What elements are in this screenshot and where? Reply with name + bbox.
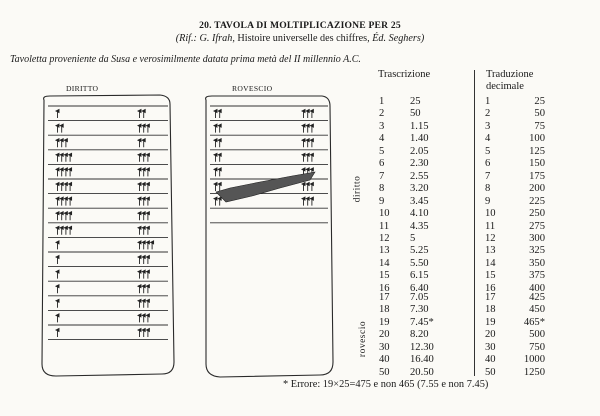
row-multiplier: 13 [379,245,390,257]
row-multiplier-decimal: 8 [485,183,491,195]
cuneiform-sign [146,212,149,221]
cuneiform-sign [142,197,145,206]
cuneiform-sign [310,197,313,206]
cuneiform-sign [69,226,72,235]
row-multiplier-decimal: 30 [485,341,496,353]
cuneiform-sign [214,124,217,133]
row-multiplier-decimal: 40 [485,354,496,366]
row-decimal-value: 275 [529,220,545,232]
row-decimal-value: 25 [534,96,545,107]
row-transcription: 7.05 [410,292,429,303]
row-multiplier: 40 [379,354,390,366]
row-transcription: 1.15 [410,120,429,132]
tablet-front-label: DIRITTO [66,84,99,93]
row-decimal-value: 450 [529,304,545,316]
row-transcription: 12.30 [410,341,434,353]
row-transcription: 20.50 [410,366,434,378]
cuneiform-sign [310,124,313,133]
cuneiform-sign [69,212,72,221]
cuneiform-sign [56,110,59,119]
row-transcription: 6.15 [410,270,429,282]
cuneiform-sign [69,183,72,192]
cuneiform-sign [138,183,141,192]
row-multiplier: 19 [379,316,390,328]
cuneiform-sign [218,197,221,206]
cuneiform-sign [302,197,305,206]
row-decimal-value: 465* [523,316,545,328]
row-transcription: 16.40 [410,354,434,366]
cuneiform-sign [64,168,67,177]
row-transcription: 3.45 [410,195,429,207]
cuneiform-sign [64,226,67,235]
row-multiplier: 7 [379,170,385,182]
cuneiform-sign [56,226,59,235]
cuneiform-sign [138,329,141,338]
tablet-back-outline [206,96,333,377]
cuneiform-sign [138,285,141,294]
row-decimal-value: 350 [529,257,545,269]
cuneiform-sign [306,197,309,206]
cuneiform-sign [60,124,63,133]
cuneiform-sign [142,256,145,265]
row-multiplier: 18 [379,304,390,316]
cuneiform-sign [138,110,141,119]
cuneiform-sign [142,241,145,250]
cuneiform-sign [146,197,149,206]
row-multiplier: 12 [379,232,390,244]
cuneiform-sign [142,314,145,323]
cuneiform-sign [142,124,145,133]
row-multiplier-decimal: 19 [485,316,496,328]
cuneiform-sign [218,153,221,162]
cuneiform-sign [146,299,149,308]
row-multiplier-decimal: 14 [485,257,496,269]
column-divider [474,70,475,376]
cuneiform-sign [142,329,145,338]
row-decimal-value: 375 [529,270,545,282]
row-transcription: 7.45* [410,316,434,328]
cuneiform-sign [138,153,141,162]
cuneiform-sign [60,168,63,177]
header-transcription: Trascrizione [378,69,431,80]
cuneiform-sign [218,110,221,119]
cuneiform-sign [56,153,59,162]
page-title: 20. TAVOLA DI MOLTIPLICAZIONE PER 25 [199,20,401,31]
cuneiform-sign [56,197,59,206]
row-decimal-value: 100 [529,133,545,145]
row-transcription: 25 [410,96,421,107]
cuneiform-sign [60,183,63,192]
row-multiplier-decimal: 12 [485,232,496,244]
row-multiplier-decimal: 3 [485,120,491,132]
row-multiplier: 15 [379,270,390,282]
cuneiform-sign [306,124,309,133]
cuneiform-sign [218,168,221,177]
row-decimal-value: 750 [529,341,545,353]
cuneiform-sign [142,139,145,148]
cuneiform-sign [56,314,59,323]
cuneiform-sign [60,197,63,206]
row-decimal-value: 225 [529,195,545,207]
cuneiform-sign [146,314,149,323]
cuneiform-sign [214,197,217,206]
reference-prefix: (Rif.: G. Ifrah, [175,33,238,44]
cuneiform-sign [146,153,149,162]
row-transcription: 7.30 [410,304,429,316]
row-multiplier: 10 [379,208,390,220]
row-multiplier: 14 [379,257,390,269]
cuneiform-tablet-drawing [30,92,335,382]
cuneiform-sign [56,285,59,294]
cuneiform-sign [142,285,145,294]
cuneiform-sign [302,110,305,119]
reference-book: Histoire universelle des chiffres [237,33,368,44]
cuneiform-sign [146,168,149,177]
cuneiform-sign [218,183,221,192]
cuneiform-sign [142,153,145,162]
cuneiform-sign [138,270,141,279]
row-multiplier: 11 [379,220,390,232]
reference-line [0,33,600,44]
row-multiplier: 5 [379,145,385,157]
row-decimal-value: 300 [529,232,545,244]
tablet-front-outline [42,95,174,376]
cuneiform-sign [142,226,145,235]
cuneiform-sign [218,139,221,148]
row-multiplier: 3 [379,120,385,132]
cuneiform-sign [56,241,59,250]
row-decimal-value: 1250 [523,366,545,378]
cuneiform-sign [142,183,145,192]
row-multiplier: 50 [379,366,390,378]
header-translation-2: decimale [486,81,524,92]
row-transcription: 8.20 [410,329,429,341]
reference-suffix: , Éd. Seghers) [367,33,425,44]
row-transcription: 3.20 [410,183,429,195]
cuneiform-sign [146,256,149,265]
row-multiplier: 20 [379,329,390,341]
row-decimal-value: 1000 [523,354,545,366]
cuneiform-sign [142,270,145,279]
cuneiform-sign [306,183,309,192]
row-transcription: 2.55 [410,170,429,182]
cuneiform-sign [56,124,59,133]
cuneiform-sign [138,256,141,265]
cuneiform-sign [138,314,141,323]
row-decimal-value: 125 [529,145,545,157]
row-transcription: 50 [410,108,421,120]
cuneiform-sign [214,168,217,177]
cuneiform-sign [306,139,309,148]
cuneiform-sign [142,299,145,308]
row-decimal-value: 200 [529,183,545,195]
cuneiform-sign [60,153,63,162]
cuneiform-sign [64,183,67,192]
row-multiplier: 9 [379,195,385,207]
row-transcription: 4.10 [410,208,429,220]
row-decimal-value: 250 [529,208,545,220]
cuneiform-sign [146,329,149,338]
row-multiplier-decimal: 4 [485,133,491,145]
row-multiplier-decimal: 50 [485,366,496,378]
cuneiform-sign [306,153,309,162]
row-decimal-value: 500 [529,329,545,341]
row-decimal-value: 400 [529,282,545,294]
row-decimal-value: 150 [529,158,545,170]
row-multiplier: 1 [379,96,385,107]
row-decimal-value: 75 [534,120,545,132]
row-multiplier-decimal: 11 [485,220,496,232]
row-decimal-value: 50 [534,108,545,120]
header-translation-1: Traduzione [486,69,534,80]
cuneiform-sign [56,299,59,308]
cuneiform-sign [306,110,309,119]
row-multiplier-decimal: 16 [485,282,496,294]
cuneiform-sign [56,256,59,265]
cuneiform-sign [146,124,149,133]
cuneiform-sign [138,168,141,177]
cuneiform-sign [60,226,63,235]
row-transcription: 4.35 [410,220,429,232]
row-multiplier-decimal: 5 [485,145,491,157]
row-multiplier: 4 [379,133,385,145]
cuneiform-sign [302,124,305,133]
cuneiform-sign [138,139,141,148]
row-multiplier-decimal: 9 [485,195,491,207]
row-transcription: 6.40 [410,282,429,294]
row-transcription: 2.30 [410,158,429,170]
cuneiform-sign [56,168,59,177]
row-multiplier-decimal: 1 [485,96,491,107]
cuneiform-sign [138,212,141,221]
cuneiform-sign [56,329,59,338]
cuneiform-sign [146,285,149,294]
footnote: * Errore: 19×25=475 e non 465 (7.55 e non 7.45) [283,379,489,390]
row-multiplier-decimal: 17 [485,292,496,303]
cuneiform-sign [64,212,67,221]
cuneiform-sign [142,168,145,177]
row-multiplier: 17 [379,292,390,303]
cuneiform-sign [56,270,59,279]
cuneiform-sign [302,153,305,162]
cuneiform-sign [146,183,149,192]
row-multiplier-decimal: 7 [485,170,491,182]
cuneiform-sign [142,110,145,119]
cuneiform-sign [302,183,305,192]
row-multiplier-decimal: 2 [485,108,491,120]
row-transcription: 1.40 [410,133,429,145]
cuneiform-sign [146,270,149,279]
cuneiform-sign [56,139,59,148]
cuneiform-sign [310,153,313,162]
cuneiform-sign [64,139,67,148]
cuneiform-sign [218,124,221,133]
row-multiplier: 30 [379,341,390,353]
cuneiform-sign [138,241,141,250]
cuneiform-sign [310,183,313,192]
cuneiform-sign [64,153,67,162]
cuneiform-sign [69,168,72,177]
row-decimal-value: 175 [529,170,545,182]
cuneiform-sign [138,124,141,133]
cuneiform-sign [214,153,217,162]
tablet-damage [216,172,315,202]
row-transcription: 5 [410,232,416,244]
row-multiplier-decimal: 13 [485,245,496,257]
cuneiform-sign [56,183,59,192]
row-decimal-value: 425 [529,292,545,303]
row-multiplier-decimal: 6 [485,158,491,170]
row-multiplier-decimal: 18 [485,304,496,316]
cuneiform-sign [310,139,313,148]
row-multiplier: 16 [379,282,390,294]
cuneiform-sign [64,197,67,206]
cuneiform-sign [138,197,141,206]
row-transcription: 5.50 [410,257,429,269]
cuneiform-sign [151,241,154,250]
row-multiplier-decimal: 20 [485,329,496,341]
row-multiplier-decimal: 15 [485,270,496,282]
tablet-description: Tavoletta proveniente da Susa e verosimilmente datata prima metà del II millennio A.C. [10,54,361,65]
cuneiform-sign [146,226,149,235]
section-label-diritto: diritto [352,175,363,203]
cuneiform-sign [214,139,217,148]
cuneiform-sign [56,212,59,221]
cuneiform-sign [214,183,217,192]
tablet-back-label: ROVESCIO [232,84,273,93]
row-multiplier: 6 [379,158,385,170]
cuneiform-sign [69,153,72,162]
cuneiform-sign [69,197,72,206]
section-label-rovescio: rovescio [358,320,369,358]
cuneiform-sign [138,226,141,235]
row-transcription: 5.25 [410,245,429,257]
row-decimal-value: 325 [529,245,545,257]
cuneiform-sign [146,241,149,250]
row-multiplier: 8 [379,183,385,195]
row-transcription: 2.05 [410,145,429,157]
row-multiplier-decimal: 10 [485,208,496,220]
row-multiplier: 2 [379,108,385,120]
cuneiform-sign [214,110,217,119]
cuneiform-sign [302,139,305,148]
cuneiform-sign [142,212,145,221]
cuneiform-sign [138,299,141,308]
cuneiform-sign [310,110,313,119]
cuneiform-sign [60,139,63,148]
cuneiform-sign [60,212,63,221]
